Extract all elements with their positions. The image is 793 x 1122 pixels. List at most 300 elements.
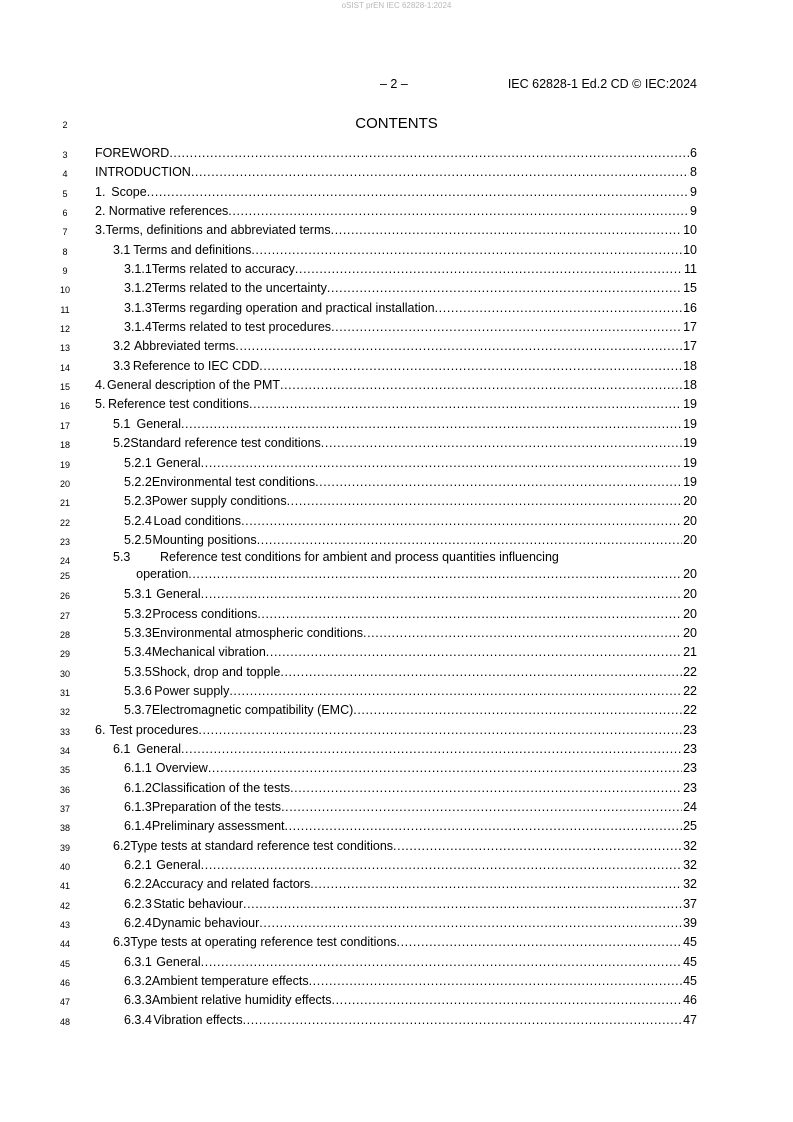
- page-ref: 11: [684, 262, 697, 277]
- section-title: Ambient relative humidity effects: [151, 993, 332, 1008]
- dot-leader: [393, 839, 682, 853]
- section-title: Power supply: [154, 683, 230, 698]
- contents-title-line: [0, 115, 793, 133]
- line-number: 42: [59, 900, 70, 911]
- dot-leader: [363, 626, 682, 640]
- section-title: FOREWORD: [95, 146, 170, 160]
- dot-leader: [332, 993, 683, 1007]
- toc-row: [0, 318, 793, 337]
- toc-entry[interactable]: [113, 839, 697, 853]
- table-of-contents: [0, 144, 793, 1030]
- dot-leader: [241, 514, 682, 528]
- section-title: Terms related to test procedures: [151, 320, 332, 335]
- toc-entry[interactable]: [124, 761, 697, 775]
- section-number: 6.1.1: [124, 761, 152, 776]
- line-number: 11: [60, 304, 70, 315]
- toc-entry[interactable]: [124, 955, 697, 969]
- page-ref: 24: [683, 800, 697, 814]
- line-number: 48: [59, 1016, 70, 1027]
- section-title: Preliminary assessment: [151, 819, 285, 834]
- line-number: 37: [59, 804, 70, 814]
- section-title: Preparation of the tests: [151, 800, 282, 814]
- toc-row: [0, 492, 793, 511]
- toc-entry[interactable]: [124, 645, 697, 659]
- line-number: 12: [59, 324, 70, 335]
- section-number: 6.2.1: [124, 858, 152, 873]
- section-title: Shock, drop and topple: [151, 664, 281, 679]
- toc-row: [0, 376, 793, 395]
- section-number: 5.3.3: [124, 625, 152, 640]
- toc-entry[interactable]: [124, 587, 697, 601]
- section-number: 3.1.3: [124, 300, 152, 315]
- toc-row: [0, 914, 793, 933]
- page-ref: 46: [683, 993, 697, 1008]
- section-number: 5.2.3: [124, 494, 152, 509]
- dot-leader: [310, 877, 682, 891]
- toc-row: [0, 701, 793, 720]
- section-number: 4.: [95, 378, 106, 393]
- toc-row: [0, 798, 793, 817]
- toc-row: [0, 202, 793, 221]
- line-number: 23: [59, 536, 70, 547]
- line-number: 4: [62, 169, 68, 180]
- dot-leader: [295, 262, 683, 276]
- dot-leader: [208, 761, 682, 775]
- line-number: 17: [59, 420, 70, 431]
- line-number: 40: [59, 862, 70, 873]
- dot-leader: [435, 301, 682, 315]
- dot-leader: [321, 436, 682, 450]
- section-title: General: [156, 587, 201, 602]
- section-number: 5.3.2: [124, 606, 152, 621]
- dot-leader: [290, 781, 682, 795]
- watermark: oSIST prEN IEC 62828-1:2024: [341, 1, 452, 10]
- page-ref: 23: [683, 761, 697, 776]
- dot-leader: [191, 165, 689, 179]
- section-number: 5.3.1: [124, 587, 152, 602]
- page-ref: 45: [683, 954, 697, 969]
- page-ref: 20: [683, 513, 697, 528]
- toc-entry[interactable]: [113, 935, 697, 949]
- page-ref: 8: [690, 165, 697, 180]
- page-ref: 25: [683, 819, 697, 834]
- line-number: 29: [59, 649, 70, 660]
- toc-entry[interactable]: [124, 858, 697, 872]
- section-number: 5.1: [113, 416, 131, 431]
- section-number: 5.3.5: [124, 664, 152, 679]
- toc-row: [0, 721, 793, 740]
- page-ref: 47: [683, 1012, 697, 1027]
- line-number: 16: [59, 401, 70, 412]
- toc-row: [0, 241, 793, 260]
- page-ref: 20: [683, 606, 697, 621]
- line-number: 7: [62, 227, 68, 238]
- toc-entry[interactable]: [113, 243, 697, 257]
- section-title: General: [136, 416, 181, 431]
- toc-entry[interactable]: [124, 974, 697, 988]
- line-number: 5: [62, 188, 68, 199]
- section-title: Dynamic behaviour: [152, 916, 260, 931]
- section-title: General: [136, 741, 181, 756]
- dot-leader: [285, 819, 683, 833]
- toc-entry[interactable]: [95, 165, 697, 179]
- section-number: 6.2.2: [124, 877, 152, 892]
- dot-leader: [243, 897, 682, 911]
- toc-row: [0, 1011, 793, 1030]
- section-title: Reference test conditions: [107, 397, 250, 412]
- section-title: Terms, definitions and abbreviated terms: [105, 223, 331, 238]
- line-number: 32: [59, 707, 70, 718]
- toc-entry[interactable]: [124, 800, 697, 814]
- dot-leader: [331, 320, 682, 334]
- section-number: 3.3: [113, 358, 131, 373]
- toc-row: [0, 663, 793, 682]
- toc-entry[interactable]: [124, 533, 697, 547]
- toc-entry[interactable]: [124, 456, 697, 470]
- section-number: 6.1.4: [124, 819, 152, 834]
- section-title: Process conditions: [152, 606, 258, 621]
- toc-row: [0, 875, 793, 894]
- toc-row: [0, 643, 793, 662]
- page-ref: 32: [683, 858, 697, 873]
- toc-entry[interactable]: [124, 281, 697, 295]
- page-ref: 9: [690, 204, 697, 219]
- toc-entry[interactable]: [124, 262, 697, 276]
- section-title: Scope: [111, 184, 147, 199]
- section-title: INTRODUCTION: [95, 165, 191, 180]
- dot-leader: [249, 397, 682, 411]
- page-ref: 9: [690, 184, 697, 199]
- toc-entry[interactable]: [95, 397, 697, 411]
- toc-entry[interactable]: [124, 916, 697, 930]
- line-number: 34: [59, 745, 70, 756]
- section-title: Environmental test conditions: [151, 474, 316, 489]
- toc-entry[interactable]: [124, 1013, 697, 1027]
- section-title: Ambient temperature effects: [151, 974, 309, 989]
- section-number: 6.2.4: [124, 916, 152, 931]
- toc-entry[interactable]: [124, 301, 697, 315]
- toc-entry[interactable]: [113, 417, 697, 431]
- toc-row: [0, 144, 793, 163]
- section-title: Terms related to accuracy: [151, 262, 295, 277]
- section-title: Test procedures: [109, 722, 199, 737]
- toc-row: [0, 933, 793, 952]
- section-number: 5.2.5: [124, 532, 152, 547]
- toc-entry[interactable]: [124, 684, 697, 698]
- line-number: 3: [62, 150, 68, 160]
- toc-entry[interactable]: [95, 146, 697, 160]
- toc-row: [0, 279, 793, 298]
- section-title: Mechanical vibration: [151, 645, 266, 660]
- toc-entry[interactable]: [113, 339, 697, 353]
- section-title: Accuracy and related factors: [151, 877, 311, 892]
- toc-entry[interactable]: [124, 993, 697, 1007]
- toc-row: [0, 991, 793, 1010]
- toc-row: [0, 299, 793, 318]
- toc-entry[interactable]: [124, 514, 697, 528]
- toc-entry[interactable]: [124, 475, 697, 489]
- line-number: 41: [59, 881, 70, 892]
- section-title: Mounting positions: [152, 532, 257, 547]
- section-title: Abbreviated terms: [133, 339, 236, 354]
- dot-leader: [181, 417, 682, 431]
- toc-row: [0, 183, 793, 202]
- page-ref: 32: [683, 877, 697, 892]
- toc-row: [0, 817, 793, 836]
- dot-leader: [266, 645, 682, 659]
- toc-entry[interactable]: [95, 223, 697, 237]
- section-number: 3.1: [113, 242, 131, 257]
- line-number: 9: [62, 266, 68, 277]
- line-number: 2: [62, 120, 68, 130]
- page-ref: 39: [683, 916, 697, 931]
- dot-leader: [281, 800, 682, 814]
- toc-entry[interactable]: [95, 204, 697, 218]
- section-title: Reference to IEC CDD: [132, 358, 260, 373]
- section-title: Vibration effects: [153, 1012, 243, 1027]
- toc-row: [0, 531, 793, 550]
- page-ref: 10: [683, 242, 697, 257]
- section-number: 6.3.4: [124, 1012, 152, 1027]
- dot-leader: [228, 204, 689, 218]
- section-title: Terms and definitions: [133, 242, 252, 257]
- page-ref: 23: [683, 722, 697, 737]
- dot-leader: [188, 567, 682, 581]
- page-ref: 15: [683, 281, 697, 296]
- section-title: Reference test conditions for ambient and process quantities influencing: [160, 550, 559, 565]
- dot-leader: [201, 858, 682, 872]
- section-number: 5.2: [113, 436, 131, 451]
- section-number: 5.3.6: [124, 683, 152, 698]
- section-number: 6.1.3: [124, 800, 152, 814]
- line-number: 38: [59, 823, 70, 834]
- toc-row: [0, 740, 793, 759]
- page-ref: 19: [683, 416, 697, 431]
- section-title: General description of the PMT: [107, 378, 281, 393]
- section-title: Normative references: [108, 204, 229, 219]
- line-number: 46: [59, 978, 70, 989]
- dot-leader: [201, 955, 682, 969]
- dot-leader: [169, 146, 689, 160]
- toc-entry[interactable]: [124, 320, 697, 334]
- section-number: 6.2.3: [124, 896, 152, 911]
- section-number: 6.3.2: [124, 974, 152, 989]
- toc-row: [0, 337, 793, 356]
- section-number: 5.2.4: [124, 513, 152, 528]
- dot-leader: [257, 607, 682, 621]
- line-number: 43: [59, 920, 70, 931]
- section-title: Load conditions: [153, 513, 242, 528]
- line-number: 24: [59, 556, 70, 567]
- toc-row: [0, 856, 793, 875]
- toc-row: [0, 221, 793, 240]
- line-number: 45: [59, 958, 70, 969]
- line-number: 19: [59, 459, 70, 470]
- page-ref: 23: [683, 780, 697, 795]
- document-reference: IEC 62828-1 Ed.2 CD © IEC:2024: [507, 77, 697, 91]
- section-number: 2.: [95, 204, 106, 219]
- page-ref: 45: [683, 974, 697, 989]
- section-number: 6.1.2: [124, 780, 152, 795]
- toc-entry[interactable]: [124, 819, 697, 833]
- line-number: 8: [62, 246, 68, 257]
- page-title: CONTENTS: [355, 115, 438, 132]
- section-title: Classification of the tests: [151, 780, 291, 795]
- toc-entry[interactable]: [124, 897, 697, 911]
- dot-leader: [229, 684, 682, 698]
- dot-leader: [315, 475, 682, 489]
- dot-leader: [243, 1013, 683, 1027]
- line-number: 35: [59, 765, 70, 776]
- toc-entry[interactable]: [95, 378, 697, 392]
- section-number: 3.: [95, 223, 106, 238]
- toc-entry[interactable]: [95, 723, 697, 737]
- page-ref: 22: [683, 703, 697, 718]
- toc-row: [0, 682, 793, 701]
- line-number: 25: [59, 571, 70, 582]
- toc-row: [0, 357, 793, 376]
- section-number: 6.3.1: [124, 954, 152, 969]
- line-number: 47: [59, 997, 70, 1008]
- dot-leader: [287, 494, 682, 508]
- toc-row: [0, 415, 793, 434]
- dot-leader: [257, 533, 682, 547]
- line-number: 15: [59, 382, 70, 393]
- page-ref: 20: [683, 625, 697, 640]
- toc-row: [0, 260, 793, 279]
- dot-leader: [201, 456, 682, 470]
- dot-leader: [181, 742, 682, 756]
- section-number: 3.2: [113, 339, 131, 354]
- line-number: 39: [59, 842, 70, 853]
- toc-entry[interactable]: [124, 781, 697, 795]
- page-ref: 20: [683, 494, 697, 509]
- page-ref: 20: [683, 532, 697, 547]
- section-number: 6.3: [113, 935, 131, 950]
- section-number: 6.3.3: [124, 993, 152, 1008]
- toc-row: [0, 473, 793, 492]
- section-number: 3.1.4: [124, 320, 152, 335]
- section-title-continued: operation: [136, 567, 189, 582]
- dot-leader: [331, 223, 682, 237]
- line-number: 13: [59, 343, 70, 354]
- toc-entry[interactable]: [124, 703, 697, 717]
- line-number: 6: [62, 208, 68, 219]
- toc-entry[interactable]: [113, 742, 697, 756]
- toc-entry[interactable]: [124, 626, 697, 640]
- page-ref: 10: [683, 223, 697, 238]
- toc-row: [0, 585, 793, 604]
- dot-leader: [280, 378, 682, 392]
- line-number: 30: [59, 668, 70, 679]
- toc-row: [0, 434, 793, 453]
- page-ref: 6: [690, 146, 697, 160]
- toc-entry[interactable]: [95, 185, 697, 199]
- page-ref: 16: [683, 300, 697, 315]
- dot-leader: [309, 974, 682, 988]
- dot-leader: [201, 587, 682, 601]
- page-ref: 17: [683, 320, 697, 335]
- toc-entry[interactable]: [113, 567, 697, 581]
- line-number: 27: [59, 610, 70, 621]
- section-number: 5.3.4: [124, 645, 152, 660]
- page-ref: 21: [683, 645, 697, 660]
- toc-row: [0, 759, 793, 778]
- toc-row: [0, 895, 793, 914]
- section-title: Type tests at standard reference test conditions: [130, 838, 394, 853]
- line-number: 33: [59, 726, 70, 737]
- page-ref: 23: [683, 741, 697, 756]
- dot-leader: [198, 723, 682, 737]
- page-ref: 37: [683, 896, 697, 911]
- toc-row: [0, 454, 793, 473]
- page-ref: 19: [683, 474, 697, 489]
- section-title: General: [156, 858, 201, 873]
- toc-entry[interactable]: [124, 665, 697, 679]
- section-number: 3.1.1: [124, 262, 152, 277]
- toc-row: [0, 512, 793, 531]
- line-number: 36: [59, 784, 70, 795]
- line-number: 28: [59, 629, 70, 640]
- toc-row: [0, 163, 793, 182]
- section-title: Terms related to the uncertainty: [151, 281, 327, 296]
- section-title: Power supply conditions: [151, 494, 287, 509]
- toc-entry[interactable]: [113, 436, 697, 450]
- section-number: 6.1: [113, 741, 131, 756]
- toc-row: [0, 550, 793, 585]
- page-ref: 18: [683, 378, 697, 393]
- toc-row: [0, 779, 793, 798]
- dot-leader: [353, 703, 682, 717]
- section-number: 5.3: [113, 550, 131, 565]
- section-number: 1.: [95, 184, 106, 199]
- toc-entry-first-line[interactable]: [113, 550, 697, 564]
- line-number: 14: [59, 362, 70, 373]
- line-number: 26: [59, 591, 70, 602]
- section-number: 5.2.1: [124, 455, 152, 470]
- line-number: 20: [59, 478, 70, 489]
- toc-row: [0, 624, 793, 643]
- toc-row: [0, 972, 793, 991]
- section-title: Standard reference test conditions: [130, 436, 321, 451]
- section-number: 5.3.7: [124, 703, 152, 718]
- section-title: Environmental atmospheric conditions: [151, 625, 364, 640]
- line-number: 21: [59, 498, 70, 509]
- section-number: 6.2: [113, 838, 131, 853]
- dot-leader: [280, 665, 682, 679]
- dot-leader: [327, 281, 682, 295]
- dot-leader: [259, 359, 682, 373]
- section-title: Electromagnetic compatibility (EMC): [151, 703, 354, 718]
- line-number: 18: [59, 440, 70, 451]
- toc-row: [0, 605, 793, 624]
- page-ref: 20: [683, 587, 697, 602]
- page-ref: 45: [683, 935, 697, 950]
- page-ref: 18: [683, 358, 697, 373]
- dot-leader: [397, 935, 683, 949]
- line-number: 44: [59, 939, 70, 950]
- page-ref: 20: [683, 567, 697, 582]
- page-ref: 19: [683, 455, 697, 470]
- toc-entry[interactable]: [124, 607, 697, 621]
- toc-entry[interactable]: [113, 359, 697, 373]
- toc-entry[interactable]: [124, 877, 697, 891]
- section-title: Overview: [155, 761, 208, 776]
- toc-entry[interactable]: [124, 494, 697, 508]
- page-header: [0, 77, 793, 93]
- section-title: Static behaviour: [153, 896, 243, 911]
- section-title: General: [156, 954, 201, 969]
